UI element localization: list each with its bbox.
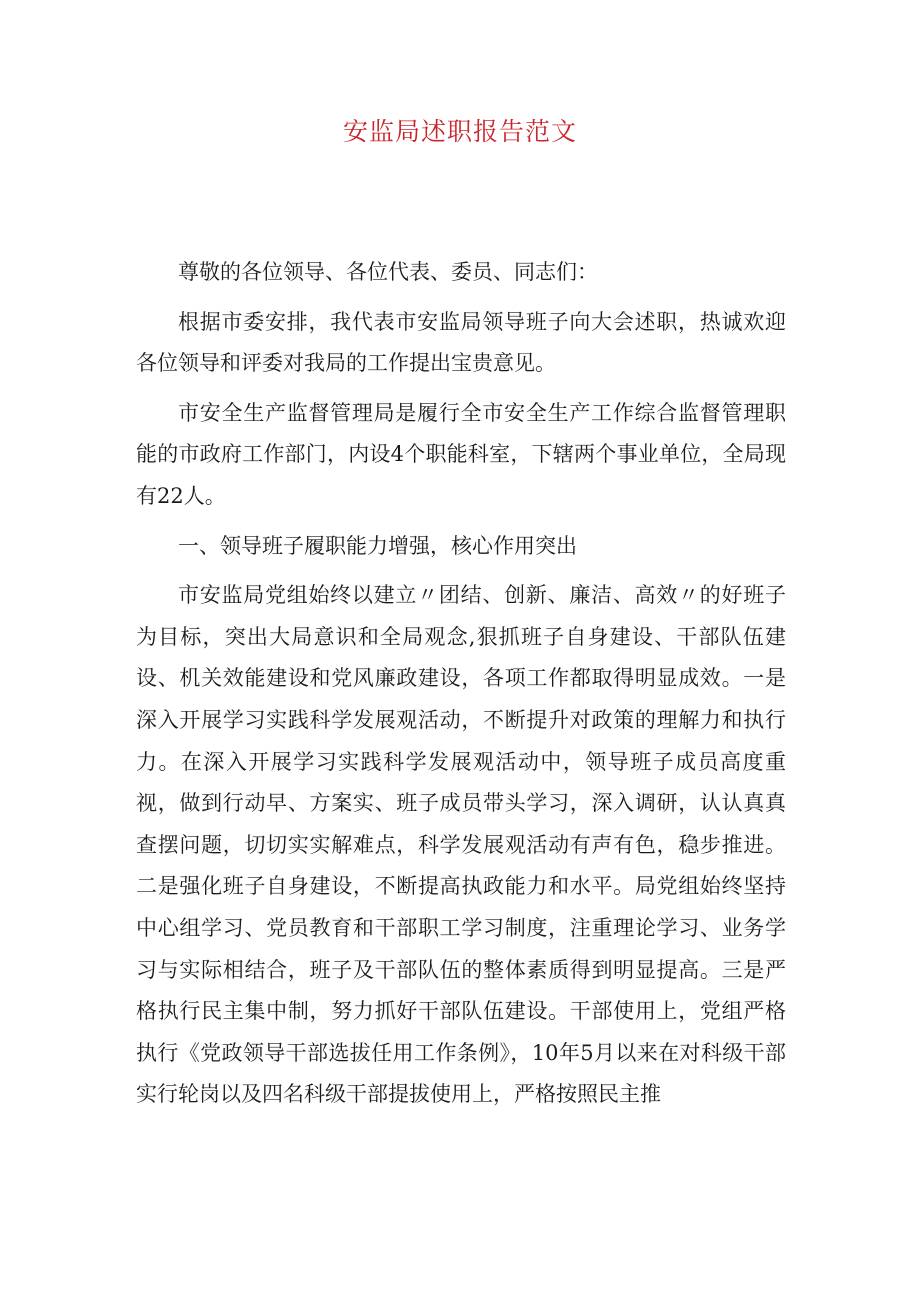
section-heading-1: 一、领导班子履职能力增强，核心作用突出	[178, 533, 577, 558]
paragraph-bureau-overview: 市安全生产监督管理局是履行全市安全生产工作综合监督管理职能的市政府工作部门，内设4个职能科室，下辖两个事业单位，全局现有22人。	[136, 400, 786, 508]
paragraph-intro: 根据市委安排，我代表市安监局领导班子向大会述职，热诚欢迎各位领导和评委对我局的工作提出宝贵意见。	[136, 309, 786, 376]
salutation: 尊敬的各位领导、各位代表、委员、同志们：	[178, 260, 598, 284]
document-body	[136, 252, 786, 1124]
paragraph-section-1-body: 市安监局党组始终以建立〃团结、创新、廉洁、高效〃的好班子为目标，突出大局意识和全局观念,狠抓班子自身建设、干部队伍建设、机关效能建设和党风廉政建设，各项工作都取得明显成效。一是深入开展学习实践科学发展观活动，不断提升对政策的理解力和执行力。在深入开展学习实践科学发展观活动中，领导班子成员高度重视，做到行动早、方案实、班子成员带头学习，深入调研，认认真真查摆问题，切切实实解难点，科学发展观活动有声有色，稳步推进。二是强化班子自身建设，不断提高执政能力和水平。局党组始终坚持中心组学习、党员教育和干部职工学习制度，注重理论学习、业务学习与实际相结合，班子及干部队伍的整体素质得到明显提高。三是严格执行民主集中制，努力抓好干部队伍建设。干部使用上，党组严格执行《党政领导干部选拔任用工作条例》，10年5月以来在对科级干部实行轮岗以及四名科级干部提拔使用上，严格按照民主推	[136, 583, 786, 1107]
document-title: 安监局述职报告范文	[342, 117, 577, 146]
